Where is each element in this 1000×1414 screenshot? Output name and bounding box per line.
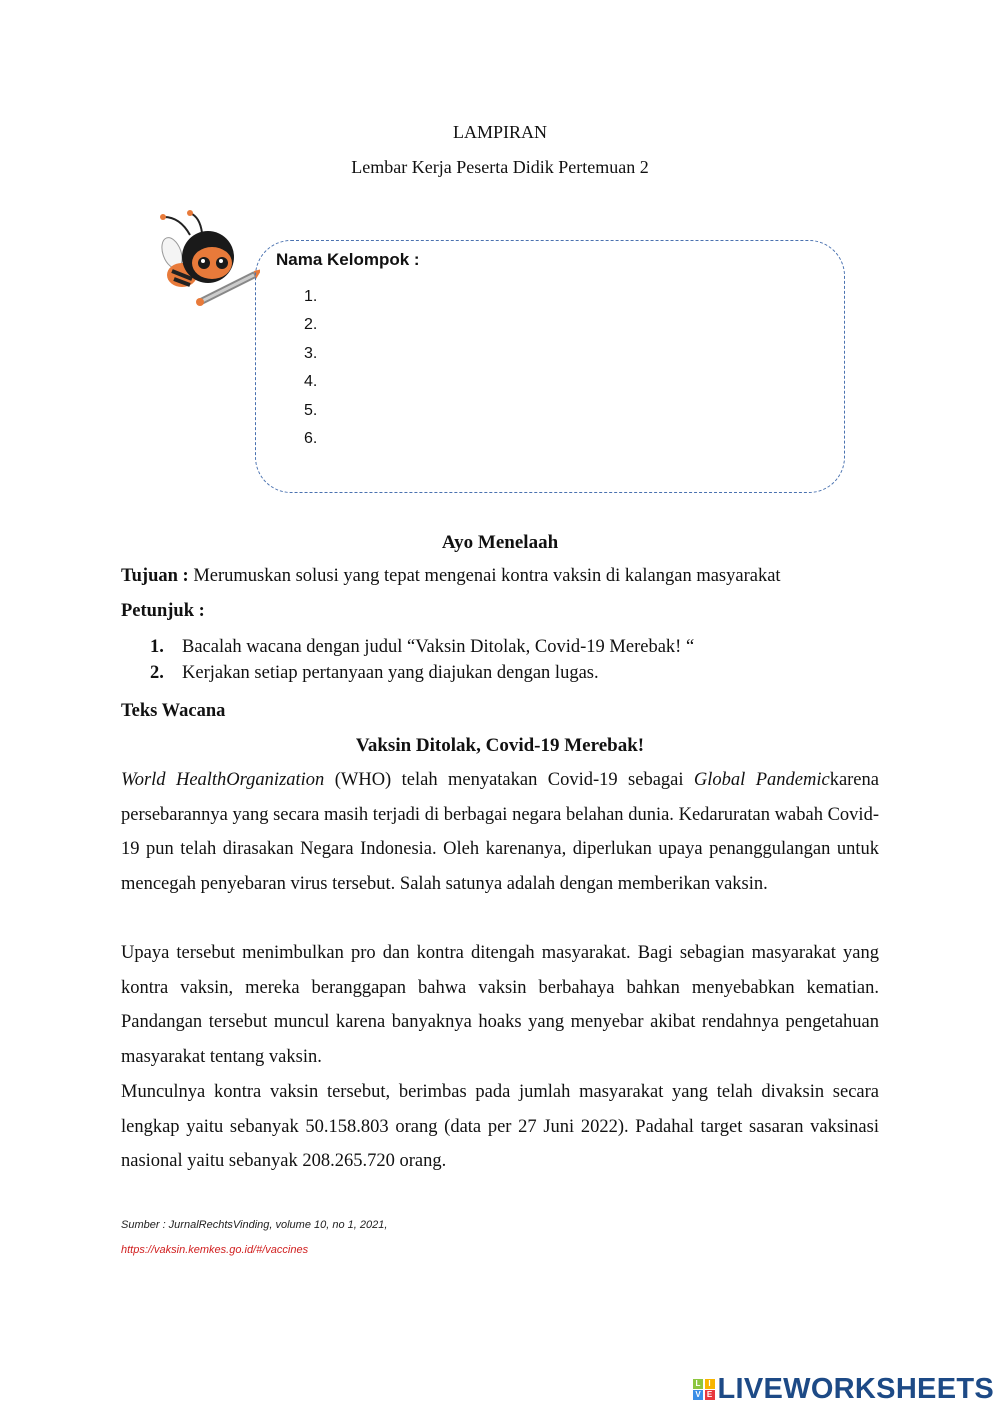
article-title: Vaksin Ditolak, Covid-19 Merebak! (355, 735, 645, 756)
page-subtitle: Lembar Kerja Peserta Didik Pertemuan 2 (351, 157, 649, 177)
objective-label: Tujuan : (121, 566, 189, 586)
objective-text: Merumuskan solusi yang tepat mengenai kontra vaksin di kalangan masyarakat (188, 566, 781, 586)
instruction-item (150, 636, 694, 662)
article-paragraph-1 (121, 763, 879, 901)
objective (121, 566, 879, 587)
group-member-3[interactable]: 3. (304, 344, 318, 362)
group-member-5[interactable]: 5. (304, 401, 318, 419)
group-member-1[interactable]: 1. (304, 288, 318, 305)
group-member-list (304, 286, 317, 456)
article-paragraph-3: Munculnya kontra vaksin tersebut, berimbas pada jumlah masyarakat yang telah divaksin secara lengkap yaitu sebanyak 50.158.803 orang (data per 27 Juni 2022). Padahal target sasaran vaksinasi nasional yaitu sebanyak 208.265.720 orang. (121, 1082, 879, 1172)
instruction-item (150, 662, 694, 688)
bee-with-pencil-icon (150, 205, 260, 315)
liveworksheets-wordmark: LIVEWORKSHEETS (717, 1373, 994, 1405)
liveworksheets-logo (693, 1373, 994, 1406)
article-paragraph-2: Upaya tersebut menimbulkan pro dan kontra ditengah masyarakat. Bagi sebagian masyarakat yang kontra vaksin, mereka beranggapan bahwa vaksin berbahaya bahkan menyebabkan kematian. Pandangan tersebut muncul karena banyaknya hoaks yang menyebar akibat rendahnya pengetahuan masyarakat tentang vaksin. (121, 943, 879, 1067)
instruction-number: 2. (150, 663, 164, 683)
group-member-2[interactable]: 2. (304, 316, 318, 334)
paragraph-text: karena persebarannya yang secara masih terjadi di berbagai negara belahan dunia. Kedaruratan wabah Covid-19 pun telah dirasakan Negara Indonesia. Oleh karenanya, diperlukan upaya penanggulangan untuk mencegah penyebaran virus tersebut. Salah satunya adalah dengan memberikan vaksin. (121, 770, 879, 894)
who-name: World HealthOrganization (121, 770, 325, 790)
group-member-6[interactable]: 6. (304, 429, 318, 447)
group-names-box (255, 240, 845, 493)
paragraph-text: (WHO) telah menyatakan Covid-19 sebagai (324, 770, 694, 790)
source-citation: Sumber : JurnalRechtsVinding, volume 10, no 1, 2021, (121, 1219, 388, 1231)
section-heading: Ayo Menelaah (441, 532, 559, 553)
instruction-number: 1. (150, 637, 164, 657)
source-link[interactable]: https://vaksin.kemkes.go.id/#/vaccines (121, 1244, 309, 1256)
reading-text-label: Teks Wacana (121, 701, 226, 721)
logo-letter: E (705, 1390, 715, 1400)
instruction-text: Bacalah wacana dengan judul “Vaksin Ditolak, Covid-19 Merebak! “ (182, 637, 695, 657)
group-member-4[interactable]: 4. (304, 373, 318, 391)
group-names-title: Nama Kelompok : (276, 250, 420, 269)
logo-letter: I (705, 1379, 715, 1389)
logo-letter: L (693, 1379, 703, 1389)
instruction-list (150, 636, 694, 688)
instructions-label: Petunjuk : (121, 601, 205, 621)
page-title: LAMPIRAN (452, 122, 547, 142)
live-grid-icon (693, 1379, 715, 1401)
instruction-text: Kerjakan setiap pertanyaan yang diajukan dengan lugas. (182, 663, 599, 683)
global-pandemic-term: Global Pandemic (693, 770, 830, 790)
logo-letter: V (693, 1390, 703, 1400)
